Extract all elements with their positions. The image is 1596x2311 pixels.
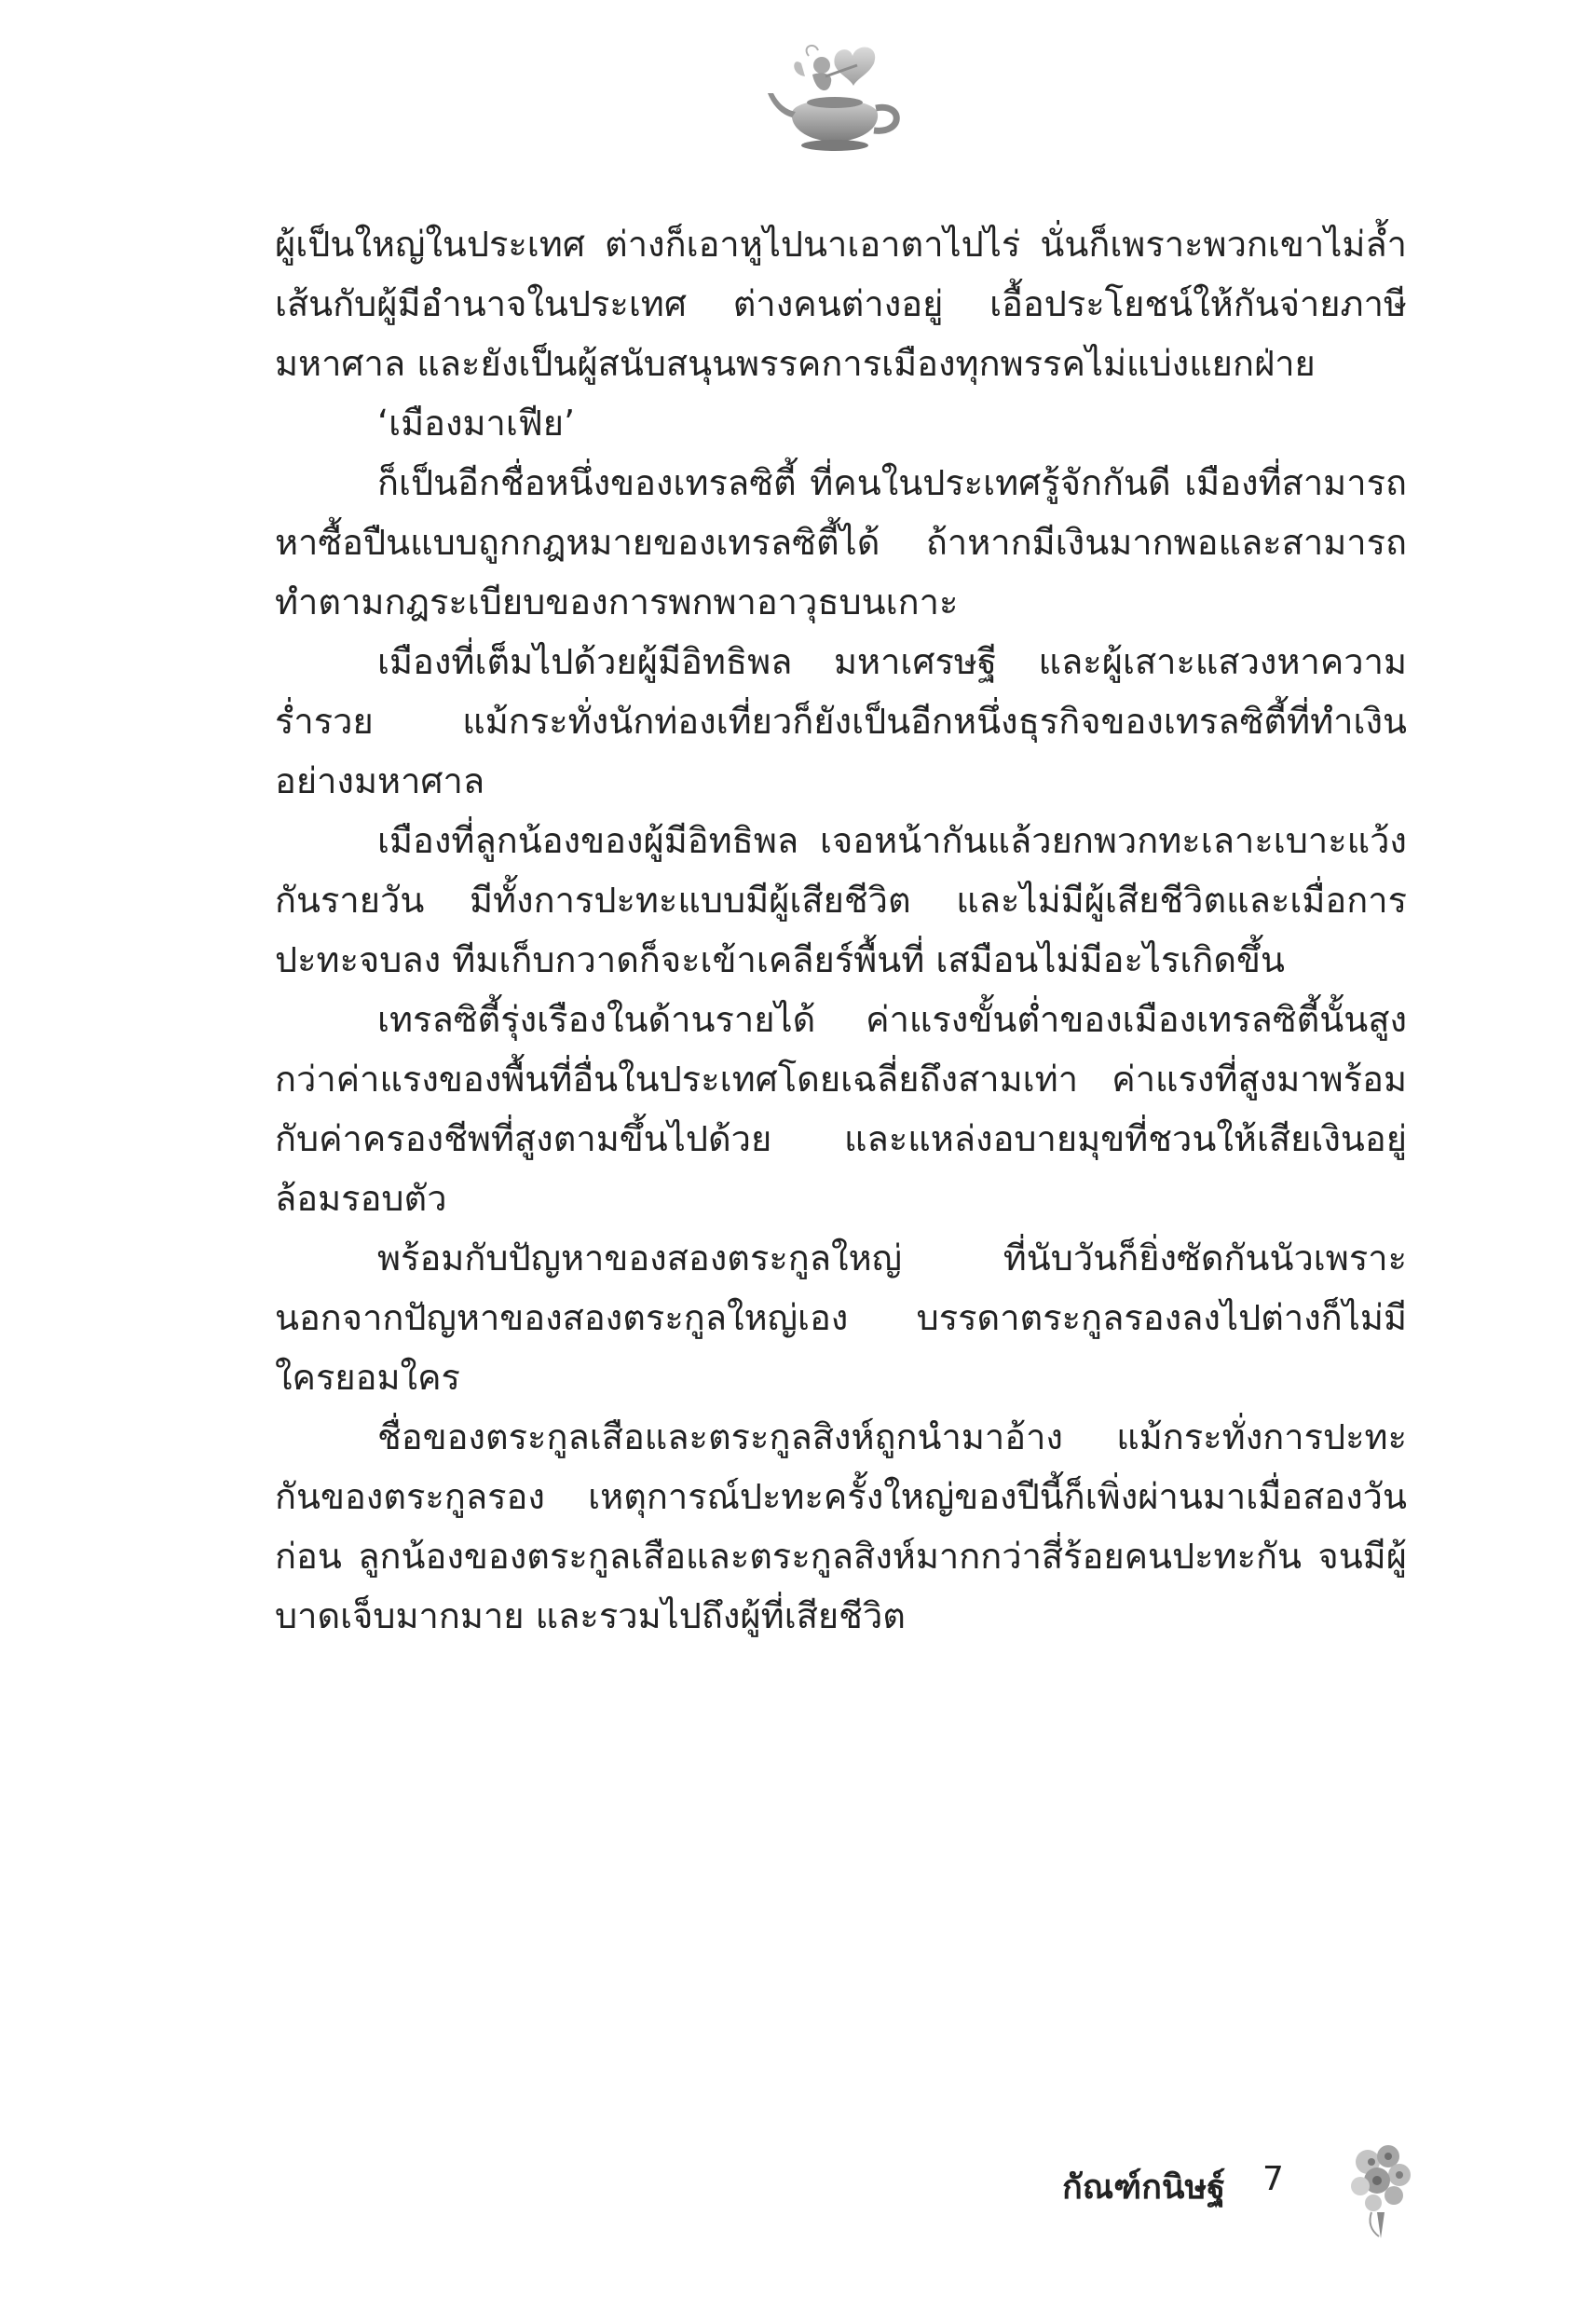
paragraph: ผู้เป็นใหญ่ในประเทศ ต่างก็เอาหูไปนาเอาตาไปไร่ นั่นก็เพราะพวกเขาไม่ล้ำเส้นกับผู้มีอำนาจในประเทศ ต่างคนต่างอยู่ เอื้อประโยชน์ให้กันจ่ายภาษีมหาศาล และยังเป็นผู้สนับสนุนพรรคการเมืองทุกพรรคไม่แบ่งแยกฝ่าย <box>275 224 1407 384</box>
paragraph: ‘เมืองมาเฟีย’ <box>377 403 576 444</box>
paragraph: เทรลซิตี้รุ่งเรืองในด้านรายได้ ค่าแรงขั้นต่ำของเมืองเทรลซิตี้นั้นสูงกว่าค่าแรงของพื้นที่อื่นในประเทศโดยเฉลี่ยถึงสามเท่า ค่าแรงที่สูงมาพร้อมกับค่าครองชีพที่สูงตามขึ้นไปด้วย และแหล่งอบายมุขที่ชวนให้เสียเงินอยู่ล้อมรอบตัว <box>275 999 1407 1219</box>
paragraph: เมืองที่เต็มไปด้วยผู้มีอิทธิพล มหาเศรษฐี และผู้เสาะแสวงหาความร่ำรวย แม้กระทั่งนักท่องเที่ยวก็ยังเป็นอีกหนึ่งธุรกิจของเทรลซิตี้ที่ทำเงินอย่างมหาศาล <box>275 641 1407 801</box>
flower-bouquet-icon <box>1340 2134 1424 2246</box>
paragraph: พร้อมกับปัญหาของสองตระกูลใหญ่ ที่นับวันก็ยิ่งซัดกันนัวเพราะนอกจากปัญหาของสองตระกูลใหญ่เอง บรรดาตระกูลรองลงไปต่างก็ไม่มีใครยอมใคร <box>275 1238 1407 1398</box>
book-title: กัณฑ์กนิษฐ์ <box>1062 2168 1226 2207</box>
page-footer <box>0 2134 1596 2246</box>
page-number: 7 <box>1262 2160 1284 2198</box>
paragraph: ชื่อของตระกูลเสือและตระกูลสิงห์ถูกนำมาอ้าง แม้กระทั่งการปะทะกันของตระกูลรอง เหตุการณ์ปะทะครั้งใหญ่ของปีนี้ก็เพิ่งผ่านมาเมื่อสองวันก่อน ลูกน้องของตระกูลเสือและตระกูลสิงห์มากกว่าสี่ร้อยคนปะทะกัน จนมีผู้บาดเจ็บมากมาย และรวมไปถึงผู้ที่เสียชีวิต <box>275 1416 1407 1636</box>
paragraph: เมืองที่ลูกน้องของผู้มีอิทธิพล เจอหน้ากันแล้วยกพวกทะเลาะเบาะแว้งกันรายวัน มีทั้งการปะทะแบบมีผู้เสียชีวิต และไม่มีผู้เสียชีวิตและเมื่อการปะทะจบลง ทีมเก็บกวาดก็จะเข้าเคลียร์พื้นที่ เสมือนไม่มีอะไรเกิดขึ้น <box>275 820 1407 980</box>
teapot-ornament-icon <box>764 37 913 158</box>
body-text <box>275 214 1407 1646</box>
paragraph: ก็เป็นอีกชื่อหนึ่งของเทรลซิตี้ ที่คนในประเทศรู้จักกันดี เมืองที่สามารถหาซื้อปืนแบบถูกกฎหมายของเทรลซิตี้ได้ ถ้าหากมีเงินมากพอและสามารถทำตามกฎระเบียบของการพกพาอาวุธบนเกาะ <box>275 462 1407 622</box>
